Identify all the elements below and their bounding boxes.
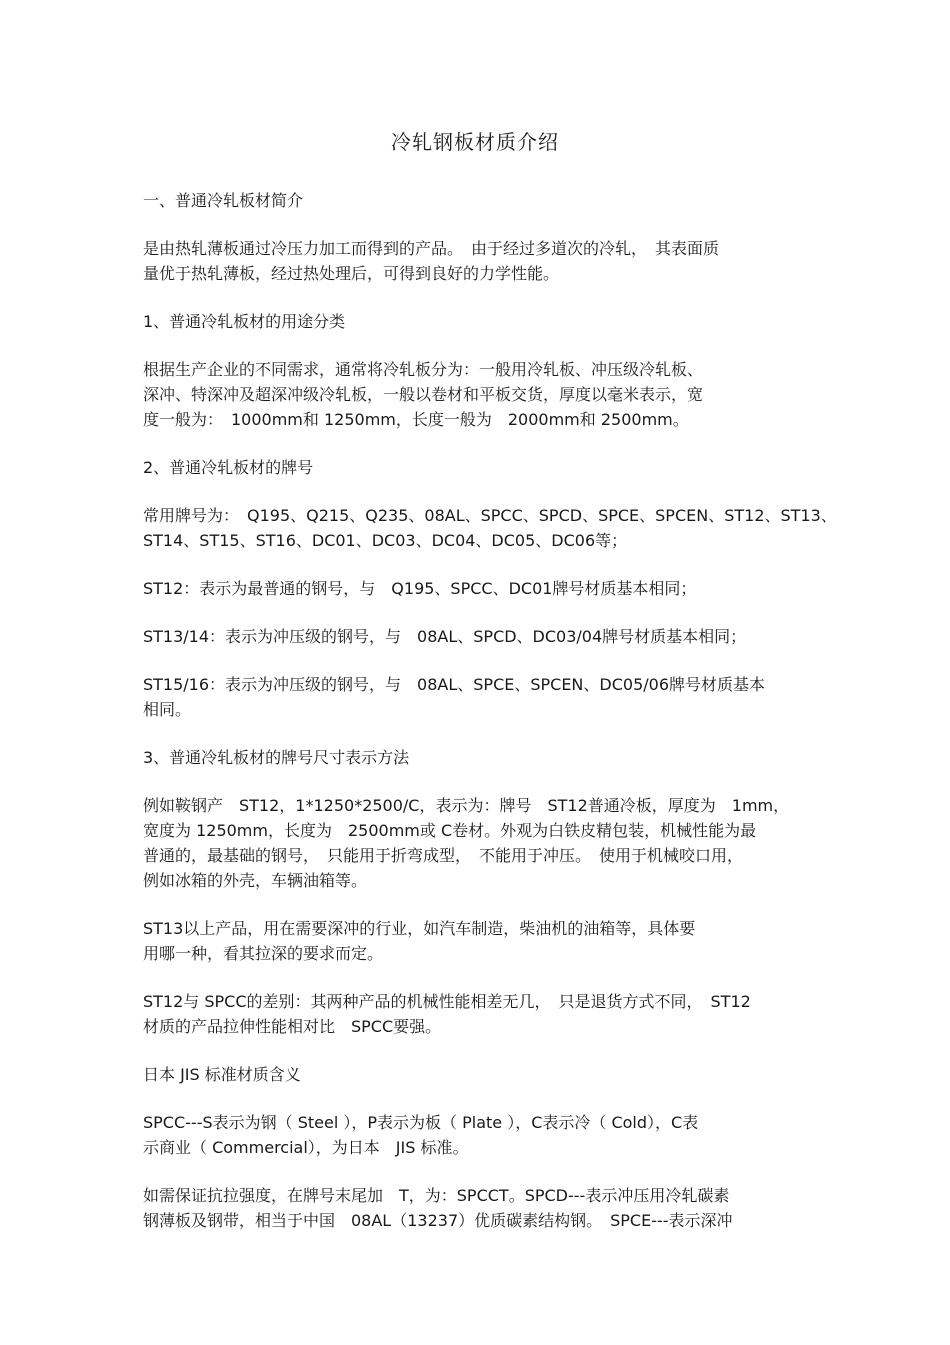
text-line: 根据生产企业的不同需求，通常将冷轧板分为：一般用冷轧板、冲压级冷轧板、 <box>143 360 704 379</box>
text-line: 钢薄板及钢带，相当于中国 08AL（13237）优质碳素结构钢。 SPCE---表示深冲 <box>143 1211 733 1230</box>
text-line: ST13/14：表示为冲压级的钢号，与 08AL、SPCD、DC03/04牌号材质基本相同； <box>143 627 747 646</box>
section-heading-jis <box>143 1062 823 1087</box>
text-line: 度一般为： 1000mm和 1250mm，长度一般为 2000mm和 2500mm。 <box>143 410 689 429</box>
text-line: ST14、ST15、ST16、DC01、DC03、DC04、DC05、DC06等； <box>143 531 628 550</box>
paragraph-description <box>143 236 823 286</box>
text-line: 深冲、特深冲及超深冲级冷轧板，一般以卷材和平板交货，厚度以毫米表示，宽 <box>143 385 704 404</box>
paragraph-st13-above <box>143 916 823 966</box>
document-body <box>143 188 837 1256</box>
section-heading-grades <box>143 455 823 480</box>
paragraph-classification <box>143 357 823 432</box>
text-line: SPCC---S表示为钢（ Steel ），P表示为板（ Plate ），C表示冷（ Cold），C表 <box>143 1113 699 1132</box>
text-line: 相同。 <box>143 700 192 719</box>
text-line: 一、普通冷轧板材简介 <box>143 191 304 210</box>
paragraph-st15-16 <box>143 672 823 722</box>
paragraph-st12 <box>143 576 823 601</box>
text-line: 量优于热轧薄板，经过热处理后，可得到良好的力学性能。 <box>143 264 560 283</box>
text-line: 宽度为 1250mm，长度为 2500mm或 C卷材。外观为白铁皮精包装，机械性能为最 <box>143 821 757 840</box>
text-line: 普通的，最基础的钢号， 只能用于折弯成型， 不能用于冲压。 使用于机械咬口用， <box>143 846 744 865</box>
section-heading-intro <box>143 188 823 213</box>
text-line: 例如冰箱的外壳，车辆油箱等。 <box>143 871 368 890</box>
paragraph-spcc-meaning <box>143 1110 823 1160</box>
text-line: 示商业（ Commercial），为日本 JIS 标准。 <box>143 1138 469 1157</box>
text-line: 用哪一种，看其拉深的要求而定。 <box>143 944 384 963</box>
paragraph-notation-example <box>143 793 823 893</box>
text-line: 如需保证抗拉强度，在牌号末尾加 T，为：SPCCT。SPCD---表示冲压用冷轧碳素 <box>143 1186 730 1205</box>
text-line: 1、普通冷轧板材的用途分类 <box>143 312 346 331</box>
text-line: 常用牌号为： Q195、Q215、Q235、08AL、SPCC、SPCD、SPCE、SPCEN、ST12、ST13、 <box>143 506 837 525</box>
text-line: ST12：表示为最普通的钢号，与 Q195、SPCC、DC01牌号材质基本相同； <box>143 579 697 598</box>
text-line: ST15/16：表示为冲压级的钢号，与 08AL、SPCE、SPCEN、DC05/06牌号材质基本 <box>143 675 766 694</box>
document-title: 冷轧钢板材质介绍 <box>391 130 559 154</box>
text-line: ST12与 SPCC的差别：其两种产品的机械性能相差无几， 只是退货方式不同， ST12 <box>143 992 751 1011</box>
text-line: 是由热轧薄板通过冷压力加工而得到的产品。 由于经过多道次的冷轧， 其表面质 <box>143 239 720 258</box>
text-line: 日本 JIS 标准材质含义 <box>143 1065 301 1084</box>
paragraph-tensile-strength <box>143 1183 823 1233</box>
section-heading-usage <box>143 309 823 334</box>
paragraph-grade-list <box>143 503 837 553</box>
paragraph-st12-vs-spcc <box>143 989 823 1039</box>
text-line: ST13以上产品，用在需要深冲的行业，如汽车制造，柴油机的油箱等，具体要 <box>143 919 696 938</box>
text-line: 3、普通冷轧板材的牌号尺寸表示方法 <box>143 748 410 767</box>
text-line: 例如鞍钢产 ST12，1*1250*2500/C，表示为：牌号 ST12普通冷板，厚度为 1mm， <box>143 796 790 815</box>
text-line: 材质的产品拉伸性能相对比 SPCC要强。 <box>143 1017 442 1036</box>
section-heading-notation <box>143 745 823 770</box>
paragraph-st13-14 <box>143 624 823 649</box>
text-line: 2、普通冷轧板材的牌号 <box>143 458 314 477</box>
